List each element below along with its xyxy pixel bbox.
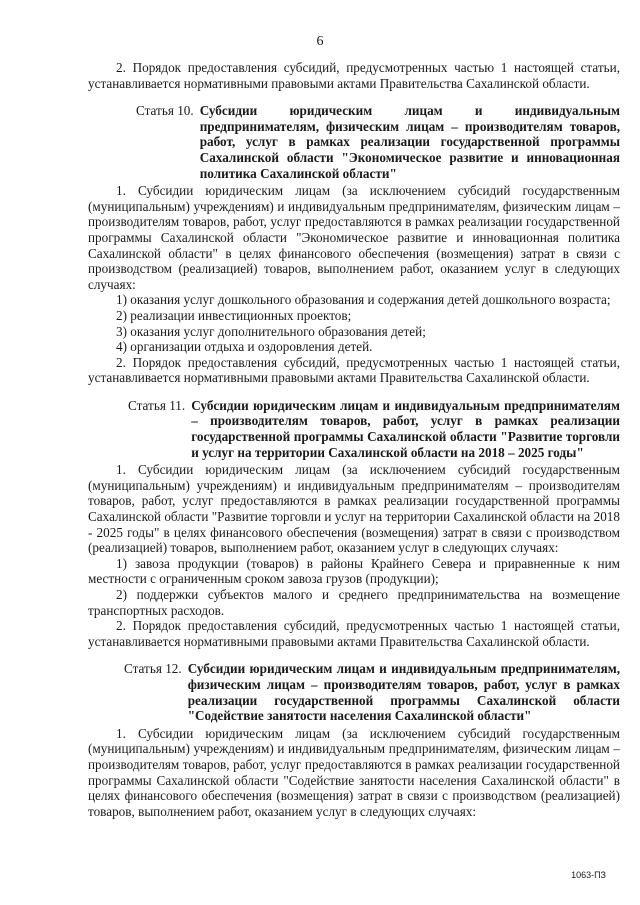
article-11-part-1: 1. Субсидии юридическим лицам (за исключением субсидий государственным (муниципальным) учреждениям) и индивидуальным предпринимателям – производителям товаров, работ, услуг предоставляются в рамках реализации государственной программы Сахалинской области "Развитие торговли и услуг на территории Сахалинской области на 2018 - 2025 годы" в целях финансового обеспечения (возмещения) затрат в связи с производством (реализацией) товаров, выполнением работ, оказанием услуг в следующих случаях: [88,462,620,556]
article-11-part-2: 2. Порядок предоставления субсидий, предусмотренных частью 1 настоящей статьи, устанавливается нормативными правовыми актами Правительства Сахалинской области. [88,618,620,649]
article-10-part-2: 2. Порядок предоставления субсидий, предусмотренных частью 1 настоящей статьи, устанавливается нормативными правовыми актами Правительства Сахалинской области. [88,354,620,386]
article-10-item-1: 1) оказания услуг дошкольного образования и содержания детей дошкольного возраста; [116,292,611,308]
article-11-item-1: 1) завоза продукции (товаров) в районы Крайнего Севера и приравненные к ним местности с ограниченным сроком завоза грузов (продукции); [88,555,620,587]
document-code: 1063-ПЗ [571,870,606,880]
article-12-number: Статья 12. [124,661,182,677]
page-number: 6 [316,34,324,49]
article-11-title: Субсидии юридическим лицам и индивидуальным предпринимателям – производителям товаров, работ, услуг в рамках реализации государственной программы Сахалинской области "Развитие торговли и услуг на территории Сахалинской области на 2018 – 2025 годы" [191,397,620,460]
article-10-item-3: 3) оказания услуг дополнительного образования детей; [116,323,426,339]
article-11-number: Статья 11. [128,397,186,413]
article-12-title: Субсидии юридическим лицам и индивидуальным предпринимателям, физическим лицам – производителям товаров, работ, услуг в рамках реализации государственной программы Сахалинской области "Содействие занятости населения Сахалинской области" [187,661,620,724]
document-body [88,60,620,819]
article-11-item-2: 2) поддержки субъектов малого и среднего предпринимательства на возмещение транспортных расходов. [88,587,620,618]
article-10-number: Статья 10. [136,103,194,119]
article-10-heading [88,103,620,181]
article-10-part-1: 1. Субсидии юридическим лицам (за исключением субсидий государственным (муниципальным) учреждениям) и индивидуальным предпринимателям, физическим лицам – производителям товаров, работ, услуг предоставляются в рамках реализации государственной программы Сахалинской области "Экономическое развитие и инновационная политика Сахалинской области" в целях финансового обеспечения (возмещения) затрат в связи с производством (реализацией) товаров, выполнением работ, оказанием услуг в следующих случаях: [88,183,620,292]
paragraph-top: 2. Порядок предоставления субсидий, предусмотренных частью 1 настоящей статьи, устанавливается нормативными правовыми актами Правительства Сахалинской области. [88,60,620,91]
article-12-heading [88,661,620,723]
article-10-title: Субсидии юридическим лицам и индивидуальным предпринимателям, физическим лицам – производителям товаров, работ, услуг в рамках реализации государственной программы Сахалинской области "Экономическое развитие и инновационная политика Сахалинской области" [199,103,620,181]
article-11-heading [88,398,620,460]
article-10-item-2: 2) реализации инвестиционных проектов; [116,307,352,323]
article-12-part-1: 1. Субсидии юридическим лицам (за исключением субсидий государственным (муниципальным) учреждениям) и индивидуальным предпринимателям, физическим лицам – производителям товаров, работ, услуг предоставляются в рамках реализации государственной программы Сахалинской области "Содействие занятости населения Сахалинской области" в целях финансового обеспечения (возмещения) затрат в связи с производством (реализацией) товаров, выполнением работ, оказанием услуг в следующих случаях: [88,725,620,819]
article-10-item-4: 4) организации отдыха и оздоровления детей. [116,339,373,355]
